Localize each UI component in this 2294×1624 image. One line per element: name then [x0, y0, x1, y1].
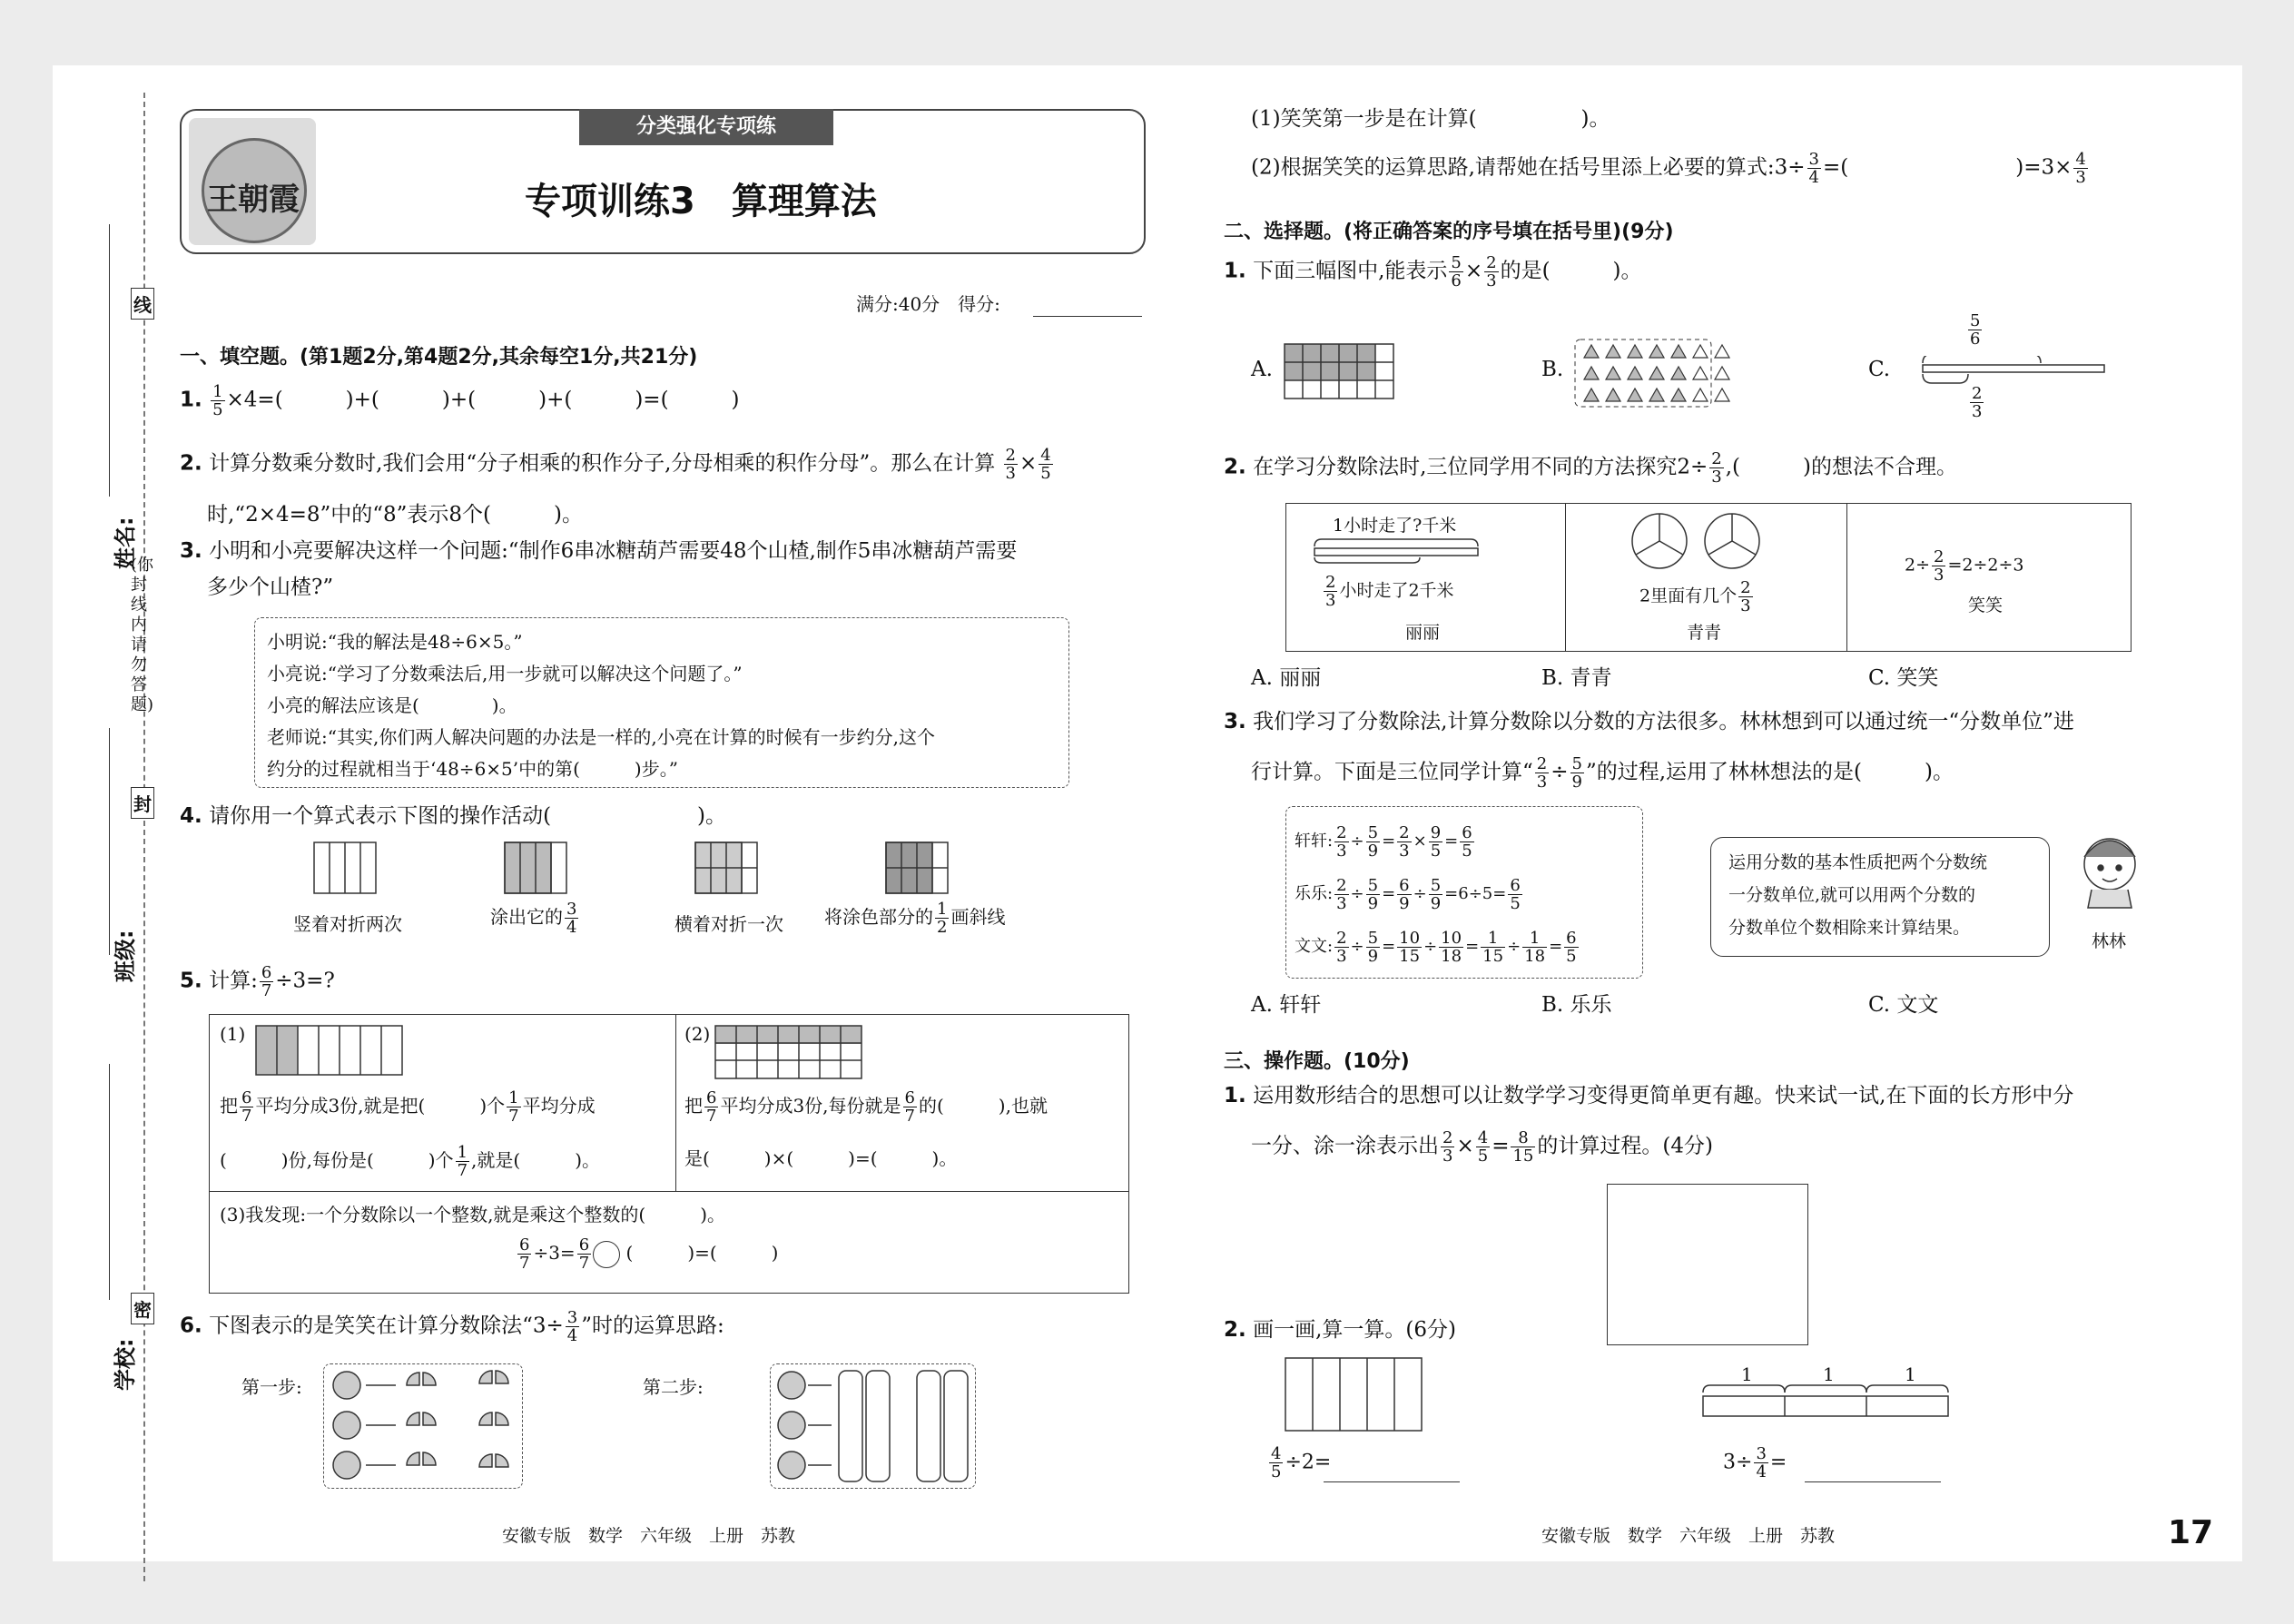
- q3-dialog: 小明说:“我的解法是48÷6×5。” 小亮说:“学习了分数乘法后,用一步就可以解决这个问题了。” 小亮的解法应该是( )。 老师说:“其实,你们两人解决问题的办法是一样的,小亮在计算的时候有一步约分,这个 约分的过程就相当于‘48÷6×5’中的第( )步。”: [267, 631, 936, 780]
- q2: 2. 计算分数乘分数时,我们会用“分子相乘的积作分子,分母相乘的积作分母”。那么在计算 $\frac{2}{3}$ × $\frac{4}{5}$: [180, 446, 1051, 483]
- q6: 6. 下图表示的是笑笑在计算分数除法“3÷ $\frac{3}{4}$ ”时的运算思路:: [180, 1308, 724, 1345]
- c2-option-b[interactable]: B. 青青: [1541, 666, 1612, 690]
- banner: 分类强化专项练: [579, 109, 833, 145]
- q5-part2-text2: 是( )×( )=( )。: [684, 1147, 958, 1169]
- q4-figures: [234, 839, 1088, 957]
- q5: 5. 计算: $\frac{6}{7}$ ÷3=?: [180, 963, 335, 1000]
- score-label: 满分:40分 得分:: [856, 293, 1000, 315]
- c2-option-c[interactable]: C. 笑笑: [1868, 666, 1939, 690]
- q5-part2-label: (2): [684, 1023, 711, 1045]
- q5-divider-h: [209, 1191, 1129, 1192]
- linlin-avatar: [2077, 828, 2150, 919]
- q1: 1. $\frac{1}{5}$ ×4=( )+( )+( )+( )=( ): [180, 382, 740, 419]
- o2: 2. 画一画,算一算。(6分): [1224, 1318, 1456, 1342]
- q5-divider-v: [675, 1014, 676, 1192]
- c1-option-c[interactable]: C.: [1868, 358, 1891, 381]
- c2-option-a[interactable]: A. 丽丽: [1251, 666, 1322, 690]
- footer-left: 安徽专版 数学 六年级 上册 苏教: [502, 1526, 796, 1546]
- c1-option-b[interactable]: B.: [1541, 358, 1564, 381]
- c1-fig-c-top: $\frac{5}{6}$: [1970, 311, 1981, 349]
- step2-label: 第二步:: [643, 1376, 704, 1398]
- o2-label-1c: 1: [1905, 1363, 1916, 1385]
- step1-label: 第一步:: [241, 1376, 302, 1398]
- c3: 3. 我们学习了分数除法,计算分数除以分数的方法很多。林林想到可以通过统一“分数单位”进: [1224, 710, 2074, 733]
- o2-fig1: [1284, 1356, 1429, 1436]
- o2-answer1[interactable]: [1324, 1481, 1460, 1482]
- c2-fig1: [1305, 537, 1541, 565]
- r1: (1)笑笑第一步是在计算( )。: [1251, 107, 1610, 131]
- o2-label-1b: 1: [1823, 1363, 1835, 1385]
- o2-answer2[interactable]: [1805, 1481, 1941, 1482]
- o2-fig2: [1701, 1383, 1955, 1422]
- o2-label-1a: 1: [1741, 1363, 1753, 1385]
- class-line: [109, 728, 110, 955]
- school-label: 学校:: [113, 1338, 138, 1391]
- page-title: 专项训练3 算理算法: [525, 181, 877, 222]
- name-label: 姓名:: [113, 517, 138, 569]
- q3: 3. 小明和小亮要解决这样一个问题:“制作6串冰糖葫芦需要48个山楂,制作5串冰糖葫芦需要: [180, 539, 1018, 563]
- step1-figure: [325, 1365, 521, 1487]
- c3-option-a[interactable]: A. 轩轩: [1251, 993, 1322, 1017]
- worksheet-page: [53, 65, 2242, 1561]
- footer-right: 安徽专版 数学 六年级 上册 苏教: [1541, 1526, 1836, 1546]
- q5-part1-text2: ( )份,每份是( )个 $\frac{1}{7}$ ,就是( )。: [220, 1143, 600, 1180]
- c3-option-b[interactable]: B. 乐乐: [1541, 993, 1612, 1017]
- seal-mark-1: 线: [131, 288, 154, 320]
- q4-label-2: 涂出它的 $\frac{3}{4}$: [490, 900, 577, 937]
- linlin-label: 林林: [2092, 931, 2127, 951]
- o1-line2: 一分、涂一涂表示出 $\frac{2}{3}$ × $\frac{4}{5}$ = $\frac{8}{15}$ 的计算过程。(4分): [1251, 1128, 1713, 1166]
- c2-name1: 丽丽: [1405, 623, 1441, 643]
- class-label: 班级:: [113, 930, 138, 982]
- q2-line2: 时,“2×4=8”中的“8”表示8个( )。: [207, 503, 583, 527]
- q3-line2: 多少个山楂?”: [207, 576, 334, 599]
- q4: 4. 请你用一个算式表示下图的操作活动( )。: [180, 804, 727, 828]
- c1-fig-a: [1283, 342, 1401, 406]
- q5-part1-label: (1): [220, 1023, 246, 1045]
- seal-mark-3: 密: [131, 1293, 154, 1324]
- c2-t2: $\frac{2}{3}$ 小时走了2千米: [1325, 573, 1454, 610]
- seal-note: (你封线内请勿答题): [131, 556, 154, 714]
- q4-label-1: 竖着对折两次: [293, 913, 402, 935]
- q5-fig1: [254, 1024, 409, 1078]
- c2-t3: 2里面有几个 $\frac{2}{3}$: [1639, 578, 1751, 615]
- name-line: [109, 224, 110, 497]
- q4-label-3: 横着对折一次: [674, 913, 783, 935]
- q4-label-4: 将涂色部分的 $\frac{1}{2}$ 画斜线: [824, 900, 1006, 937]
- r2: (2)根据笑笑的运算思路,请帮她在括号里添上必要的算式:3÷ $\frac{3}{4}$ =( )=3× $\frac{4}{3}$: [1251, 150, 2086, 187]
- o2-eq2: 3÷ $\frac{3}{4}$ =: [1723, 1444, 1787, 1481]
- section1-title: 一、填空题。(第1题2分,第4题2分,其余每空1分,共21分): [180, 346, 698, 369]
- c2-fig2: [1623, 510, 1787, 574]
- q5-part3-eq: $\frac{6}{7}$ ÷3= $\frac{6}{7}$ ( )=( ): [519, 1235, 779, 1273]
- page-number: 17: [2168, 1514, 2214, 1551]
- c1-fig-c-bottom: $\frac{2}{3}$: [1972, 384, 1983, 421]
- o2-eq1: $\frac{4}{5}$ ÷2=: [1271, 1444, 1332, 1481]
- q5-part1-text1: 把 $\frac{6}{7}$ 平均分成3份,就是把( )个 $\frac{1}{7}$ 平均分成: [220, 1088, 596, 1126]
- q5-part3-text: (3)我发现:一个分数除以一个整数,就是乘这个整数的( )。: [220, 1204, 726, 1225]
- c2-t4: 2÷ $\frac{2}{3}$ =2÷2÷3: [1905, 547, 2024, 585]
- c2-name2: 青青: [1687, 623, 1722, 643]
- c1: 1. 下面三幅图中,能表示 $\frac{5}{6}$ × $\frac{2}{3}$ 的是( )。: [1224, 253, 1642, 290]
- c2-div1: [1565, 503, 1566, 652]
- c3-option-c[interactable]: C. 文文: [1868, 993, 1939, 1017]
- logo: 王朝霞: [189, 118, 316, 245]
- c1-fig-c: [1905, 356, 2141, 392]
- c3-work: 轩轩: $\frac{2}{3}$ ÷ $\frac{5}{9}$ = $\frac{2}{3}$ × $\frac{9}{5}$ = $\frac{6}{5}$ 乐乐: $\frac{2}{3}$ ÷ $\frac{5}{9}$ = $\frac{6}{9}$ ÷ $\frac{5}{9}$ =6÷5= $\frac{6}{5}$ 文文: $\frac{2}{3}$ ÷ $\frac{5}{9}$ = $\frac{10}{15}$ ÷ $\frac{10}{18}$ = $\frac{1}{15}$ ÷ $\frac{1}{18}$ = $\frac{6}{5}$: [1295, 822, 1577, 966]
- school-line: [109, 1064, 110, 1300]
- o1: 1. 运用数形结合的思想可以让数学学习变得更简单更有趣。快来试一试,在下面的长方形中分: [1224, 1084, 2074, 1107]
- c3-line2: 行计算。下面是三位同学计算“ $\frac{2}{3}$ ÷ $\frac{5}{9}$ ”的过程,运用了林林想法的是( )。: [1251, 754, 1954, 792]
- section3-title: 三、操作题。(10分): [1224, 1050, 1410, 1073]
- c2-div2: [1846, 503, 1847, 652]
- score-blank[interactable]: [1033, 316, 1142, 317]
- c2: 2. 在学习分数除法时,三位同学用不同的方法探究2÷ $\frac{2}{3}$ ,( )的想法不合理。: [1224, 449, 1957, 487]
- q5-part2-text1: 把 $\frac{6}{7}$ 平均分成3份,每份就是 $\frac{6}{7}$ 的( ),也就: [684, 1088, 1048, 1126]
- section2-title: 二、选择题。(将正确答案的序号填在括号里)(9分): [1224, 221, 1674, 243]
- q5-fig2: [714, 1024, 868, 1082]
- c1-fig-b: [1573, 338, 1737, 410]
- step2-figure: [772, 1365, 973, 1487]
- seal-mark-2: 封: [131, 787, 154, 819]
- c1-option-a[interactable]: A.: [1251, 358, 1273, 381]
- c2-t1: 1小时走了?千米: [1333, 516, 1457, 536]
- o1-drawing-rect[interactable]: [1607, 1184, 1808, 1345]
- c3-speech-text: 运用分数的基本性质把两个分数统 一分数单位,就可以用两个分数的 分数单位个数相除来计算结果。: [1728, 852, 1988, 938]
- c2-name3: 笑笑: [1968, 595, 2004, 615]
